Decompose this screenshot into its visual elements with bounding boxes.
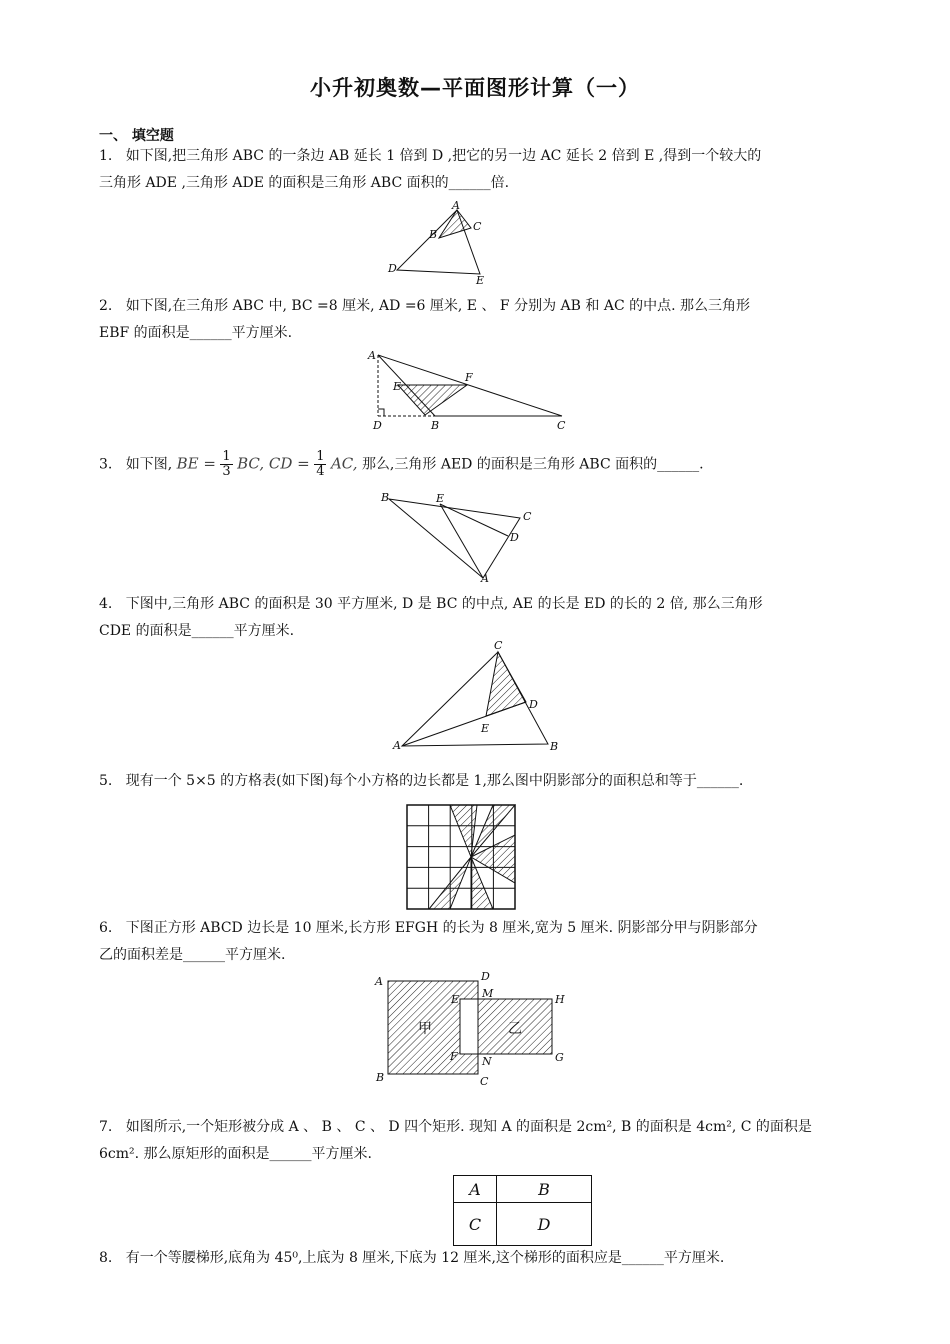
question-2: 2. 如下图,在三角形 ABC 中, BC =8 厘米, AD =6 厘米, E 、 F 分别为 AB 和 AC 的中点. 那么三角形 EBF 的面积是______平方厘米.: [99, 298, 751, 341]
fig6-label-jia: 甲: [418, 1021, 432, 1037]
q2-line-1: 如下图,在三角形 ABC 中, BC =8 厘米, AD =6 厘米, E 、 F 分别为 AB 和 AC 的中点. 那么三角形: [125, 298, 751, 314]
fig6-label-n: N: [482, 1055, 492, 1068]
figure-6: [370, 965, 575, 1090]
fig1-label-e: E: [476, 274, 485, 287]
fig6-label-d: D: [481, 970, 490, 983]
figure-2: [365, 345, 580, 435]
q6-line-1: 下图正方形 ABCD 边长是 10 厘米,长方形 EFGH 的长为 8 厘米,宽为 5 厘米. 阴影部分甲与阴影部分: [125, 920, 758, 936]
fig4-label-e: E: [481, 722, 490, 735]
cell-d: D: [497, 1203, 592, 1246]
q5-line-1: 现有一个 5×5 的方格表(如下图)每个小方格的边长都是 1,那么图中阴影部分的面积总和等于______.: [125, 773, 744, 789]
question-3: 3. 如下图, BE = $\frac{1}{3}$ BC, CD = $\frac{1}{4}$ AC, 那么,三角形 AED 的面积是三角形 ABC 面积的______.: [99, 449, 704, 479]
fig3-label-b: B: [381, 491, 390, 504]
fig2-label-f: F: [465, 371, 473, 384]
fig6-label-g: G: [555, 1051, 564, 1064]
fig6-label-e: E: [451, 993, 460, 1006]
question-7: 7. 如图所示,一个矩形被分成 A 、 B 、 C 、 D 四个矩形. 现知 A 的面积是 2cm², B 的面积是 4cm², C 的面积是 6cm². 那么原矩形的面积是______平方厘米.: [99, 1119, 812, 1162]
q1-line-2: 三角形 ADE ,三角形 ADE 的面积是三角形 ABC 面积的______倍.: [99, 175, 510, 191]
fig4-label-a: A: [393, 739, 401, 752]
fig3-label-c: C: [523, 510, 532, 523]
fig6-label-a: A: [375, 975, 383, 988]
fig6-label-m: M: [482, 987, 494, 1000]
question-1: 1. 如下图,把三角形 ABC 的一条边 AB 延长 1 倍到 D ,把它的另一边 AC 延长 2 倍到 E ,得到一个较大的 三角形 ADE ,三角形 ADE 的面积是三角形 ABC 面积的______倍.: [99, 148, 762, 191]
q4-line-2: CDE 的面积是______平方厘米.: [99, 623, 295, 639]
fig1-label-b: B: [429, 228, 438, 241]
section-heading: 一、 填空题: [99, 128, 174, 144]
fig2-label-e: E: [393, 380, 402, 393]
fig4-label-c: C: [494, 639, 503, 652]
figure-5-grid: [405, 803, 517, 911]
question-4: 4. 下图中,三角形 ABC 的面积是 30 平方厘米, D 是 BC 的中点, AE 的长是 ED 的长的 2 倍, 那么三角形 CDE 的面积是______平方厘米.: [99, 596, 763, 639]
figure-1: [385, 200, 495, 290]
fig2-label-b: B: [431, 419, 440, 432]
fig1-label-d: D: [388, 262, 397, 275]
fig1-label-a: A: [452, 200, 460, 212]
fig6-label-f: F: [450, 1050, 458, 1063]
fig3-label-d: D: [510, 531, 519, 544]
fig6-label-yi: 乙: [508, 1021, 522, 1037]
fig3-label-e: E: [436, 492, 445, 505]
question-6: 6. 下图正方形 ABCD 边长是 10 厘米,长方形 EFGH 的长为 8 厘米,宽为 5 厘米. 阴影部分甲与阴影部分 乙的面积差是______平方厘米.: [99, 920, 758, 963]
cell-a: A: [454, 1176, 497, 1203]
q2-line-2: EBF 的面积是______平方厘米.: [99, 325, 293, 341]
fig6-label-b: B: [376, 1071, 385, 1084]
cell-c: C: [454, 1203, 497, 1246]
fig1-label-c: C: [473, 220, 482, 233]
page-title: 小升初奥数—平面图形计算（一）: [310, 76, 640, 100]
fig2-label-a: A: [368, 349, 376, 362]
figure-4: [390, 638, 565, 753]
fig6-label-c: C: [480, 1075, 489, 1088]
fig6-label-h: H: [555, 993, 565, 1006]
fig4-label-d: D: [529, 698, 538, 711]
fig2-label-d: D: [373, 419, 382, 432]
q7-line-1: 如图所示,一个矩形被分成 A 、 B 、 C 、 D 四个矩形. 现知 A 的面积是 2cm², B 的面积是 4cm², C 的面积是: [125, 1119, 812, 1135]
fig3-label-a: A: [481, 572, 489, 585]
question-5: 5. 现有一个 5×5 的方格表(如下图)每个小方格的边长都是 1,那么图中阴影部分的面积总和等于______.: [99, 773, 744, 789]
q6-line-2: 乙的面积差是______平方厘米.: [99, 947, 286, 963]
question-8: 8. 有一个等腰梯形,底角为 45⁰,上底为 8 厘米,下底为 12 厘米,这个梯形的面积应是______平方厘米.: [99, 1250, 725, 1266]
q1-line-1: 如下图,把三角形 ABC 的一条边 AB 延长 1 倍到 D ,把它的另一边 AC 延长 2 倍到 E ,得到一个较大的: [125, 148, 762, 164]
figure-7-rect-table: [453, 1175, 592, 1246]
fig4-label-b: B: [550, 740, 559, 753]
cell-b: B: [497, 1176, 592, 1203]
figure-3: [375, 490, 540, 585]
q7-line-2: 6cm². 那么原矩形的面积是______平方厘米.: [99, 1146, 372, 1162]
q4-line-1: 下图中,三角形 ABC 的面积是 30 平方厘米, D 是 BC 的中点, AE 的长是 ED 的长的 2 倍, 那么三角形: [125, 596, 763, 612]
fig2-label-c: C: [557, 419, 566, 432]
q8-line-1: 有一个等腰梯形,底角为 45⁰,上底为 8 厘米,下底为 12 厘米,这个梯形的面积应是______平方厘米.: [125, 1250, 725, 1266]
